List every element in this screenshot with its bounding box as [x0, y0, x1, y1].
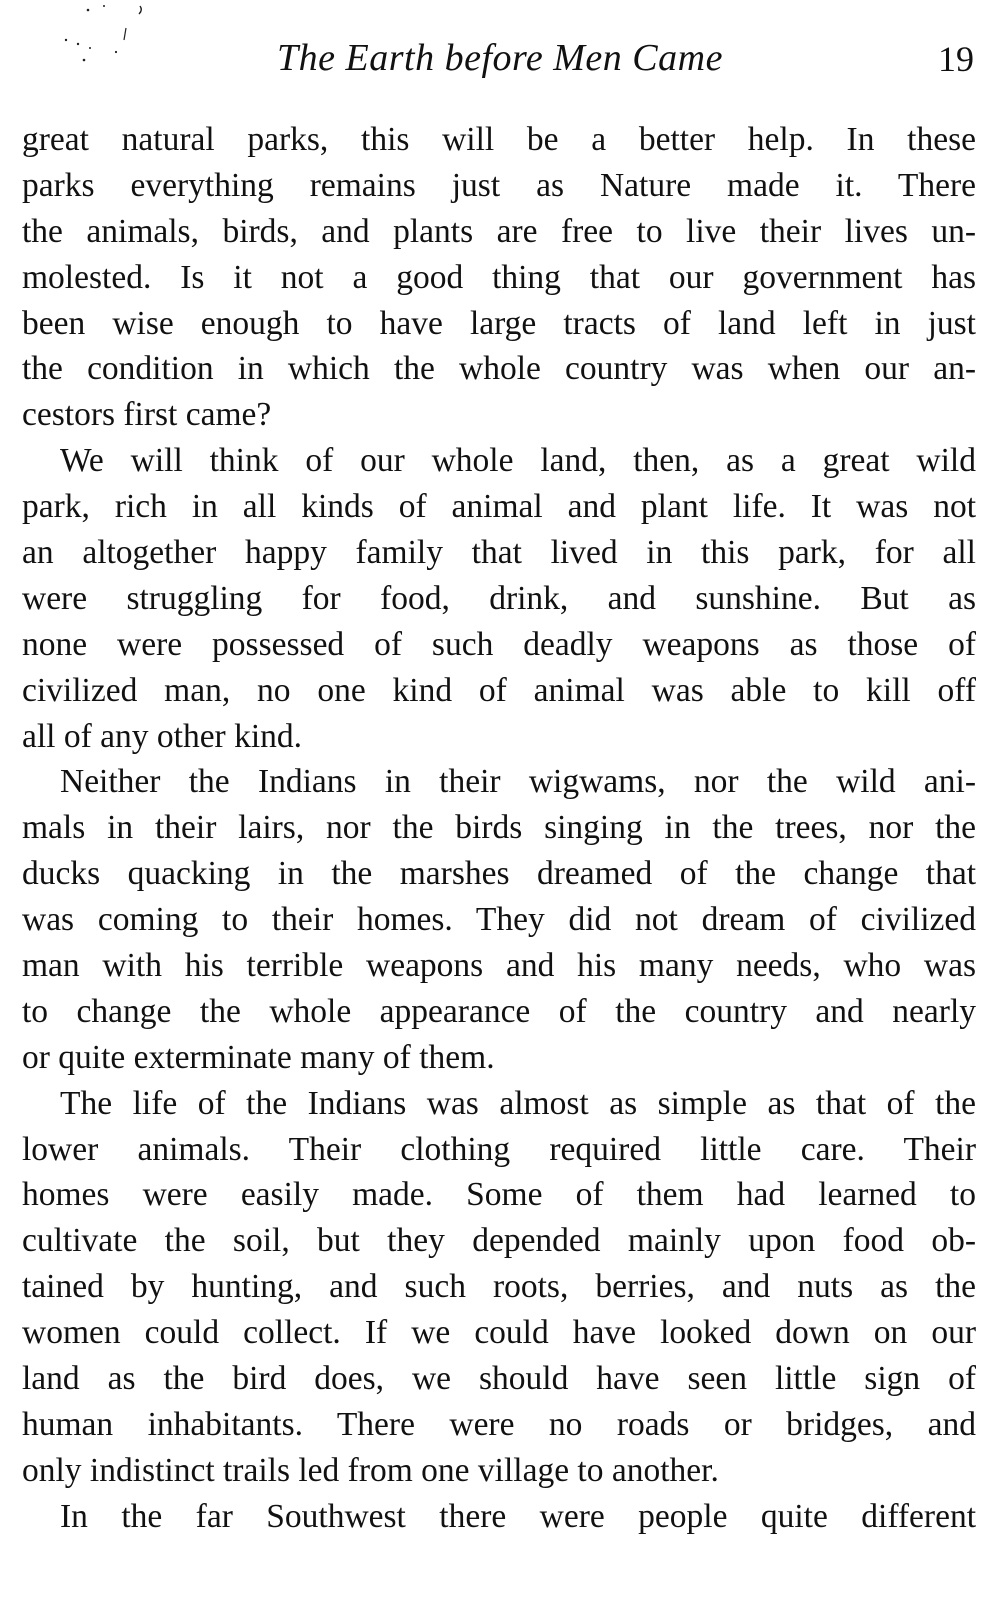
paragraph	[22, 1081, 976, 1494]
paragraph	[22, 117, 976, 438]
text-line: an altogether happy family that lived in this park, for all	[22, 534, 976, 572]
text-line: homes were easily made. Some of them had learned to	[22, 1176, 976, 1214]
text-line: parks everything remains just as Nature made it. There	[22, 166, 976, 204]
text-line: The life of the Indians was almost as simple as that of the	[60, 1084, 976, 1122]
text-line: been wise enough to have large tracts of land left in just	[22, 304, 976, 342]
text-line: man with his terrible weapons and his many needs, who was	[22, 947, 976, 985]
paragraph	[22, 1494, 976, 1540]
running-head	[0, 30, 1000, 90]
text-line: mals in their lairs, nor the birds singing in the trees, nor the	[22, 809, 976, 847]
page-number: 19	[938, 39, 974, 79]
text-line: lower animals. Their clothing required little care. Their	[22, 1130, 976, 1168]
text-line: human inhabitants. There were no roads or bridges, and	[22, 1405, 976, 1443]
text-line: the condition in which the whole country was when our an-	[22, 350, 976, 388]
text-line: cultivate the soil, but they depended mainly upon food ob-	[22, 1222, 976, 1260]
text-line: Neither the Indians in their wigwams, nor the wild ani-	[60, 763, 976, 801]
text-line: only indistinct trails led from one village to another.	[22, 1451, 719, 1489]
paragraph	[22, 438, 976, 759]
text-line: cestors first came?	[22, 396, 272, 434]
text-line: were struggling for food, drink, and sunshine. But as	[22, 579, 976, 617]
text-line: the animals, birds, and plants are free to live their lives un-	[22, 212, 976, 250]
text-line: ducks quacking in the marshes dreamed of the change that	[22, 855, 976, 893]
text-line: great natural parks, this will be a better help. In these	[22, 121, 976, 158]
text-line: park, rich in all kinds of animal and plant life. It was not	[22, 488, 976, 526]
text-line: We will think of our whole land, then, as a great wild	[60, 442, 976, 480]
text-line: women could collect. If we could have looked down on our	[22, 1314, 976, 1352]
body-text	[22, 117, 976, 1540]
text-line: In the far Southwest there were people quite different	[60, 1497, 976, 1535]
text-line: civilized man, no one kind of animal was able to kill off	[22, 671, 976, 709]
text-line: land as the bird does, we should have seen little sign of	[22, 1360, 976, 1398]
text-line: all of any other kind.	[22, 717, 303, 755]
text-line: tained by hunting, and such roots, berries, and nuts as the	[22, 1268, 976, 1306]
text-line: was coming to their homes. They did not dream of civilized	[22, 901, 976, 939]
running-title: The Earth before Men Came	[277, 37, 723, 79]
text-line: to change the whole appearance of the country and nearly	[22, 992, 976, 1030]
text-line: molested. Is it not a good thing that our government has	[22, 258, 976, 296]
text-line: or quite exterminate many of them.	[22, 1038, 495, 1076]
text-line: none were possessed of such deadly weapons as those of	[22, 625, 976, 663]
paragraph	[22, 759, 976, 1080]
